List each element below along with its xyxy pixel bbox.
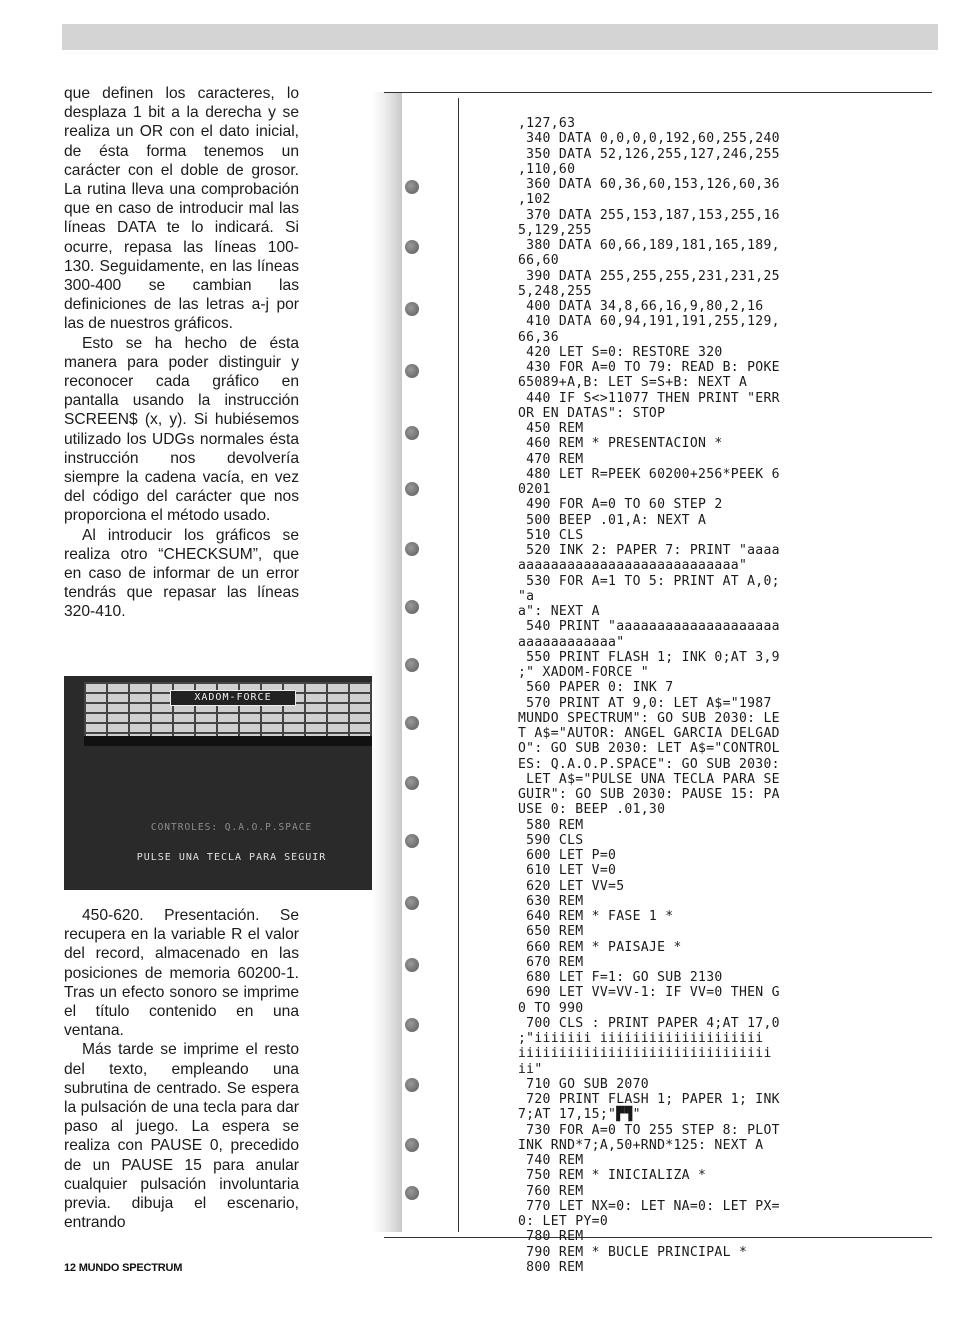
article-paragraph: Al introducir los gráficos se realiza otro “CHECKSUM”, que en caso de informar de un error tendrás que repasar las líneas 320-410. [64, 526, 299, 621]
press-key-prompt: PULSE UNA TECLA PARA SEGUIR [136, 852, 327, 863]
article-paragraph: Más tarde se imprime el resto del texto, empleando una subrutina de centrado. Se espera la pulsación de una tecla para dar paso al juego. La espera se realiza con PAUSE 0, precedido de un PAUSE 15 para anular cualquier pulsación involuntaria previa. dibuja el escenario, entrando [64, 1041, 299, 1232]
basic-program-listing: ,127,63 340 DATA 0,0,0,0,192,60,255,240 350 DATA 52,126,255,127,246,255 ,110,60 360 DATA 60,36,60,153,126,60,36 ,102 370 DATA 255,153,187,153,255,16 5,129,255 380 DATA 60,66,189,181,165,189, 66,60 390 DATA 255,255,255,231,231,25 5,248,255 400 DATA 34,8,66,16,9,80,2,16 410 DATA 60,94,191,191,255,129, 66,36 420 LET S=0: RESTORE 320 430 FOR A=0 TO 79: READ B: POKE 65089+A,B: LET S=S+B: NEXT A 440 IF S<>11077 THEN PRINT "ERR OR EN DATAS": STOP 450 REM 460 REM * PRESENTACION * 470 REM 480 LET R=PEEK 60200+256*PEEK 6 0201 490 FOR A=0 TO 60 STEP 2 500 BEEP .01,A: NEXT A 510 CLS 520 INK 2: PAPER 7: PRINT "aaaa aaaaaaaaaaaaaaaaaaaaaaaaaaa" 530 FOR A=1 TO 5: PRINT AT A,0; "a a": NEXT A 540 PRINT "aaaaaaaaaaaaaaaaaaaa aaaaaaaaaaaa" 550 PRINT FLASH 1; INK 0;AT 3,9 ;" XADOM-FORCE " 560 PAPER 0: INK 7 570 PRINT AT 9,0: LET A$="1987 MUNDO SPECTRUM": GO SUB 2030: LE T A$="AUTOR: ANGEL GARCIA DELGAD O": GO SUB 2030: LET A$="CONTROL ES: Q.A.O.P.SPACE": GO SUB 2030: LET A$="PULSE UNA TECLA PARA SE GUIR": GO SUB 2030: PAUSE 15: PA USE 0: BEEP .01,30 580 REM 590 CLS 600 LET P=0 610 LET V=0 620 LET VV=5 630 REM 640 REM * FASE 1 * 650 REM 660 REM * PAISAJE * 670 REM 680 LET F=1: GO SUB 2130 690 LET VV=VV-1: IF VV=0 THEN G 0 TO 990 700 CLS : PRINT PAPER 4;AT 17,0 ;"iiiiiii iiiiiiiiiiiiiiiiiiii iiiiiiiiiiiiiiiiiiiiiiiiiiiiiii ii" 710 GO SUB 2070 720 PRINT FLASH 1; PAPER 1; INK 7;AT 17,15;"▛▜" 730 FOR A=0 TO 255 STEP 8: PLOT INK RND*7;A,50+RND*125: NEXT A 740 REM 750 REM * INICIALIZA * 760 REM 770 LET NX=0: LET NA=0: LET PX= 0: LET PY=0 780 REM 790 REM * BUCLE PRINCIPAL * 800 REM [518, 116, 780, 1275]
article-column-upper [64, 84, 299, 622]
controls-text: CONTROLES: Q.A.O.P.SPACE [150, 822, 313, 833]
game-screenshot [64, 676, 384, 890]
article-paragraph: que definen los caracteres, lo desplaza 1 bit a la derecha y se realiza un OR con el dato inicial, de ésta forma tenemos un carácter con el doble de grosor. La rutina lleva una comprobación que en caso de introducir mal las líneas DATA te lo indicará. Si ocurre, repasa las líneas 100-130. Seguidamente, en las líneas 300-400 se cambian las definiciones de las letras a-j por las de nuestros gráficos. [64, 85, 299, 333]
game-title-box: XADOM-FORCE [170, 690, 296, 706]
article-column-lower [64, 906, 299, 1232]
top-gray-band [62, 24, 938, 50]
listing-margin-line [458, 98, 459, 1232]
page-footer: 12 MUNDO SPECTRUM [64, 1262, 183, 1274]
brick-wall-base [84, 736, 379, 746]
article-paragraph: 450-620. Presentación. Se recupera en la variable R el valor del record, almacenado en las posiciones de memoria 60200-1. Tras un efecto sonoro se imprime el título contenido en una ventana. [64, 907, 299, 1040]
article-paragraph: Esto se ha hecho de ésta manera para poder distinguir y reconocer cada gráfico en pantalla usando la instrucción SCREEN$ (x, y). Si hubiésemos utilizado los UDGs normales ésta instrucción nos devolvería siempre la cadena vacía, en vez del código del carácter que nos proporciona el método usado. [64, 334, 299, 525]
